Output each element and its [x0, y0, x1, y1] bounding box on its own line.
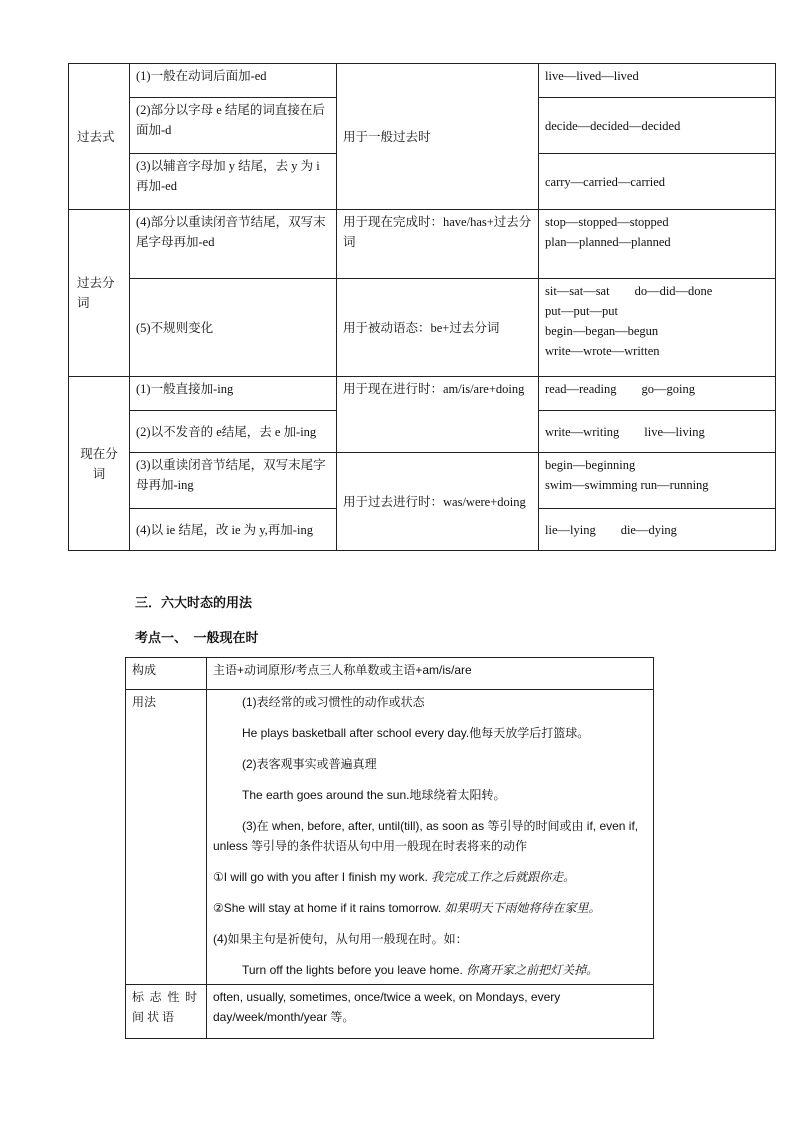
- usage-example: [213, 898, 647, 918]
- verb-forms-table: [68, 63, 776, 551]
- rule-cell: (2)以不发音的 e结尾，去 e 加-ing: [130, 411, 337, 453]
- usage-line: The earth goes around the sun.地球绕着太阳转。: [242, 788, 506, 802]
- example-cell: live—lived—lived: [539, 64, 776, 98]
- example-line: begin—beginning: [545, 458, 636, 472]
- group-label-past-participle: 过去分词: [69, 210, 130, 377]
- rule-cell: (3)以重读闭音节结尾，双写末尾字母再加-ing: [130, 453, 337, 509]
- example-chinese: 如果明天下雨她将待在家里。: [444, 901, 601, 915]
- rule-cell: (1)一般直接加-ing: [130, 377, 337, 411]
- example-english: ②She will stay at home if it rains tomorrow.: [213, 901, 442, 915]
- group-label-past: 过去式: [69, 64, 130, 210]
- rule-cell: (4)以 ie 结尾，改 ie 为 y,再加-ing: [130, 509, 337, 551]
- example-cell: decide—decided—decided: [539, 98, 776, 154]
- rule-cell: (4)部分以重读闭音节结尾，双写末尾字母再加-ed: [130, 210, 337, 279]
- rule-cell: (2)部分以字母 e 结尾的词直接在后面加-d: [130, 98, 337, 154]
- group-label-present-participle: 现在分词: [69, 377, 130, 551]
- usage-line: (4)如果主句是祈使句，从句用一般现在时。如：: [213, 932, 468, 946]
- usage-content: [207, 690, 654, 985]
- usage-cell: 用于现在完成时：have/has+过去分词: [337, 210, 539, 279]
- example-line: put—put—put: [545, 304, 618, 318]
- signal-label: 标志性时间状语: [126, 985, 207, 1039]
- usage-line: (3)在 when, before, after, until(till), as soon as 等引导的时间或由 if, even if, unless 等引导的条件状语从句中用一般现在时表将来的动作: [213, 819, 639, 853]
- usage-cell: 用于被动语态：be+过去分词: [337, 279, 539, 377]
- usage-line: (2)表客观事实或普遍真理: [242, 757, 377, 771]
- example-cell: [539, 453, 776, 509]
- example-line: stop—stopped—stopped: [545, 215, 669, 229]
- simple-present-table: [125, 657, 654, 1039]
- point-title: 考点一、 一般现在时: [135, 630, 259, 645]
- usage-cell: 用于一般过去时: [337, 64, 539, 210]
- example-line: plan—planned—planned: [545, 235, 671, 249]
- example-english: ①I will go with you after I finish my work.: [213, 870, 428, 884]
- signal-text: often, usually, sometimes, once/twice a week, on Mondays, every day/week/month/year 等。: [207, 985, 654, 1039]
- example-chinese: 你离开家之前把灯关掉。: [466, 963, 599, 977]
- example-cell: lie—lying die—dying: [539, 509, 776, 551]
- usage-cell: 用于现在进行时：am/is/are+doing: [337, 377, 539, 453]
- section-title: 三．六大时态的用法: [135, 595, 253, 610]
- example-line: sit—sat—sat do—did—done: [545, 284, 713, 298]
- example-line: write—wrote—written: [545, 344, 660, 358]
- usage-example: [213, 960, 647, 980]
- rule-cell: (3)以辅音字母加 y 结尾，去 y 为 i 再加-ed: [130, 154, 337, 210]
- example-cell: read—reading go—going: [539, 377, 776, 411]
- example-cell: write—writing live—living: [539, 411, 776, 453]
- rule-cell: (1)一般在动词后面加-ed: [130, 64, 337, 98]
- usage-line: He plays basketball after school every day.他每天放学后打篮球。: [242, 726, 590, 740]
- usage-line: (1)表经常的或习惯性的动作或状态: [242, 695, 425, 709]
- usage-label: 用法: [126, 690, 207, 985]
- example-english: Turn off the lights before you leave home.: [242, 963, 463, 977]
- example-line: swim—swimming run—running: [545, 478, 709, 492]
- structure-label: 构成: [126, 658, 207, 690]
- example-cell: carry—carried—carried: [539, 154, 776, 210]
- example-cell: [539, 279, 776, 377]
- usage-example: [213, 867, 647, 887]
- example-chinese: 我完成工作之后就跟你走。: [431, 870, 576, 884]
- example-line: begin—began—begun: [545, 324, 659, 338]
- rule-cell: (5)不规则变化: [130, 279, 337, 377]
- structure-text: 主语+动词原形/考点三人称单数或主语+am/is/are: [207, 658, 654, 690]
- example-cell: [539, 210, 776, 279]
- usage-cell: 用于过去进行时：was/were+doing: [337, 453, 539, 551]
